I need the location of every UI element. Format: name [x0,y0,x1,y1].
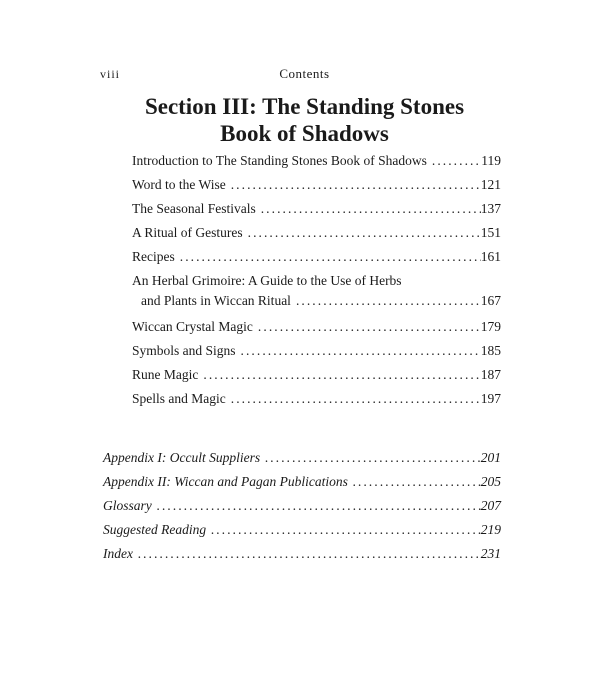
toc-entry-page: 205 [480,474,501,489]
leader-dots [152,496,481,516]
toc-entry-title: Introduction to The Standing Stones Book of Shadows [132,153,427,168]
toc-entry [103,544,501,564]
toc-entry-page: 137 [480,201,501,216]
leader-dots [291,291,481,311]
toc-entry-title: Suggested Reading [103,522,207,537]
toc-entry [103,520,501,540]
toc-entry [103,472,501,492]
toc-entry-title: Symbols and Signs [132,343,236,358]
toc-entry-page: 207 [480,498,501,513]
toc-entry-page: 179 [480,319,501,334]
toc-entry-page: 167 [480,293,501,308]
leader-dots [226,175,481,195]
toc-entry-page: 151 [480,225,501,240]
leader-dots [206,520,481,540]
toc-entry [132,223,501,243]
section-title-line-1: Section III: The Standing Stones [144,94,465,119]
toc-entry-page: 119 [481,153,501,168]
toc-entry [132,317,501,337]
toc-entry-title: Rune Magic [132,367,199,382]
toc-entry-page: 161 [480,249,501,264]
toc-entry-title: The Seasonal Festivals [132,201,256,216]
toc-entry-title: Wiccan Crystal Magic [132,319,253,334]
folio-page-number: viii [100,67,121,81]
toc-entry [132,365,501,385]
leader-dots [243,223,481,243]
leader-dots [175,247,481,267]
leader-dots [226,389,481,409]
toc-entry [132,271,501,311]
toc-entry-page: 201 [480,450,501,465]
leader-dots [256,199,481,219]
section-title-line-2: Book of Shadows [220,121,389,146]
toc-entry-page: 197 [480,391,501,406]
toc-entry-page: 231 [480,546,501,561]
leader-dots [260,448,481,468]
toc-entry-title: Appendix I: Occult Suppliers [103,450,261,465]
toc-entry [132,247,501,267]
leader-dots [133,544,481,564]
section-title [0,93,609,147]
leader-dots [348,472,481,492]
toc-entry-title: Recipes [132,249,175,264]
toc-entry-title-continued: and Plants in Wiccan Ritual [141,293,291,308]
toc-entry [132,175,501,195]
leader-dots [253,317,481,337]
leader-dots [198,365,480,385]
toc-entry [103,496,501,516]
toc-entry [132,389,501,409]
toc-entry-page: 219 [480,522,501,537]
toc-entry-title: Word to the Wise [132,177,226,192]
toc-entry-title: Spells and Magic [132,391,226,406]
toc-entry [103,448,501,468]
leader-dots [236,341,481,361]
toc-entry [132,151,501,171]
toc-entry-title: Appendix II: Wiccan and Pagan Publications [103,474,348,489]
toc-entry-title: A Ritual of Gestures [132,225,243,240]
toc-entry-page: 185 [480,343,501,358]
toc-entry-title: An Herbal Grimoire: A Guide to the Use of Herbs [132,273,402,288]
toc-entry-title: Index [103,546,133,561]
leader-dots [427,151,481,171]
toc-entry-page: 187 [480,367,501,382]
toc-entry [132,199,501,219]
toc-entry-title: Glossary [103,498,152,513]
toc-entry [132,341,501,361]
running-header: Contents [279,66,330,81]
toc-entry-page: 121 [480,177,501,192]
